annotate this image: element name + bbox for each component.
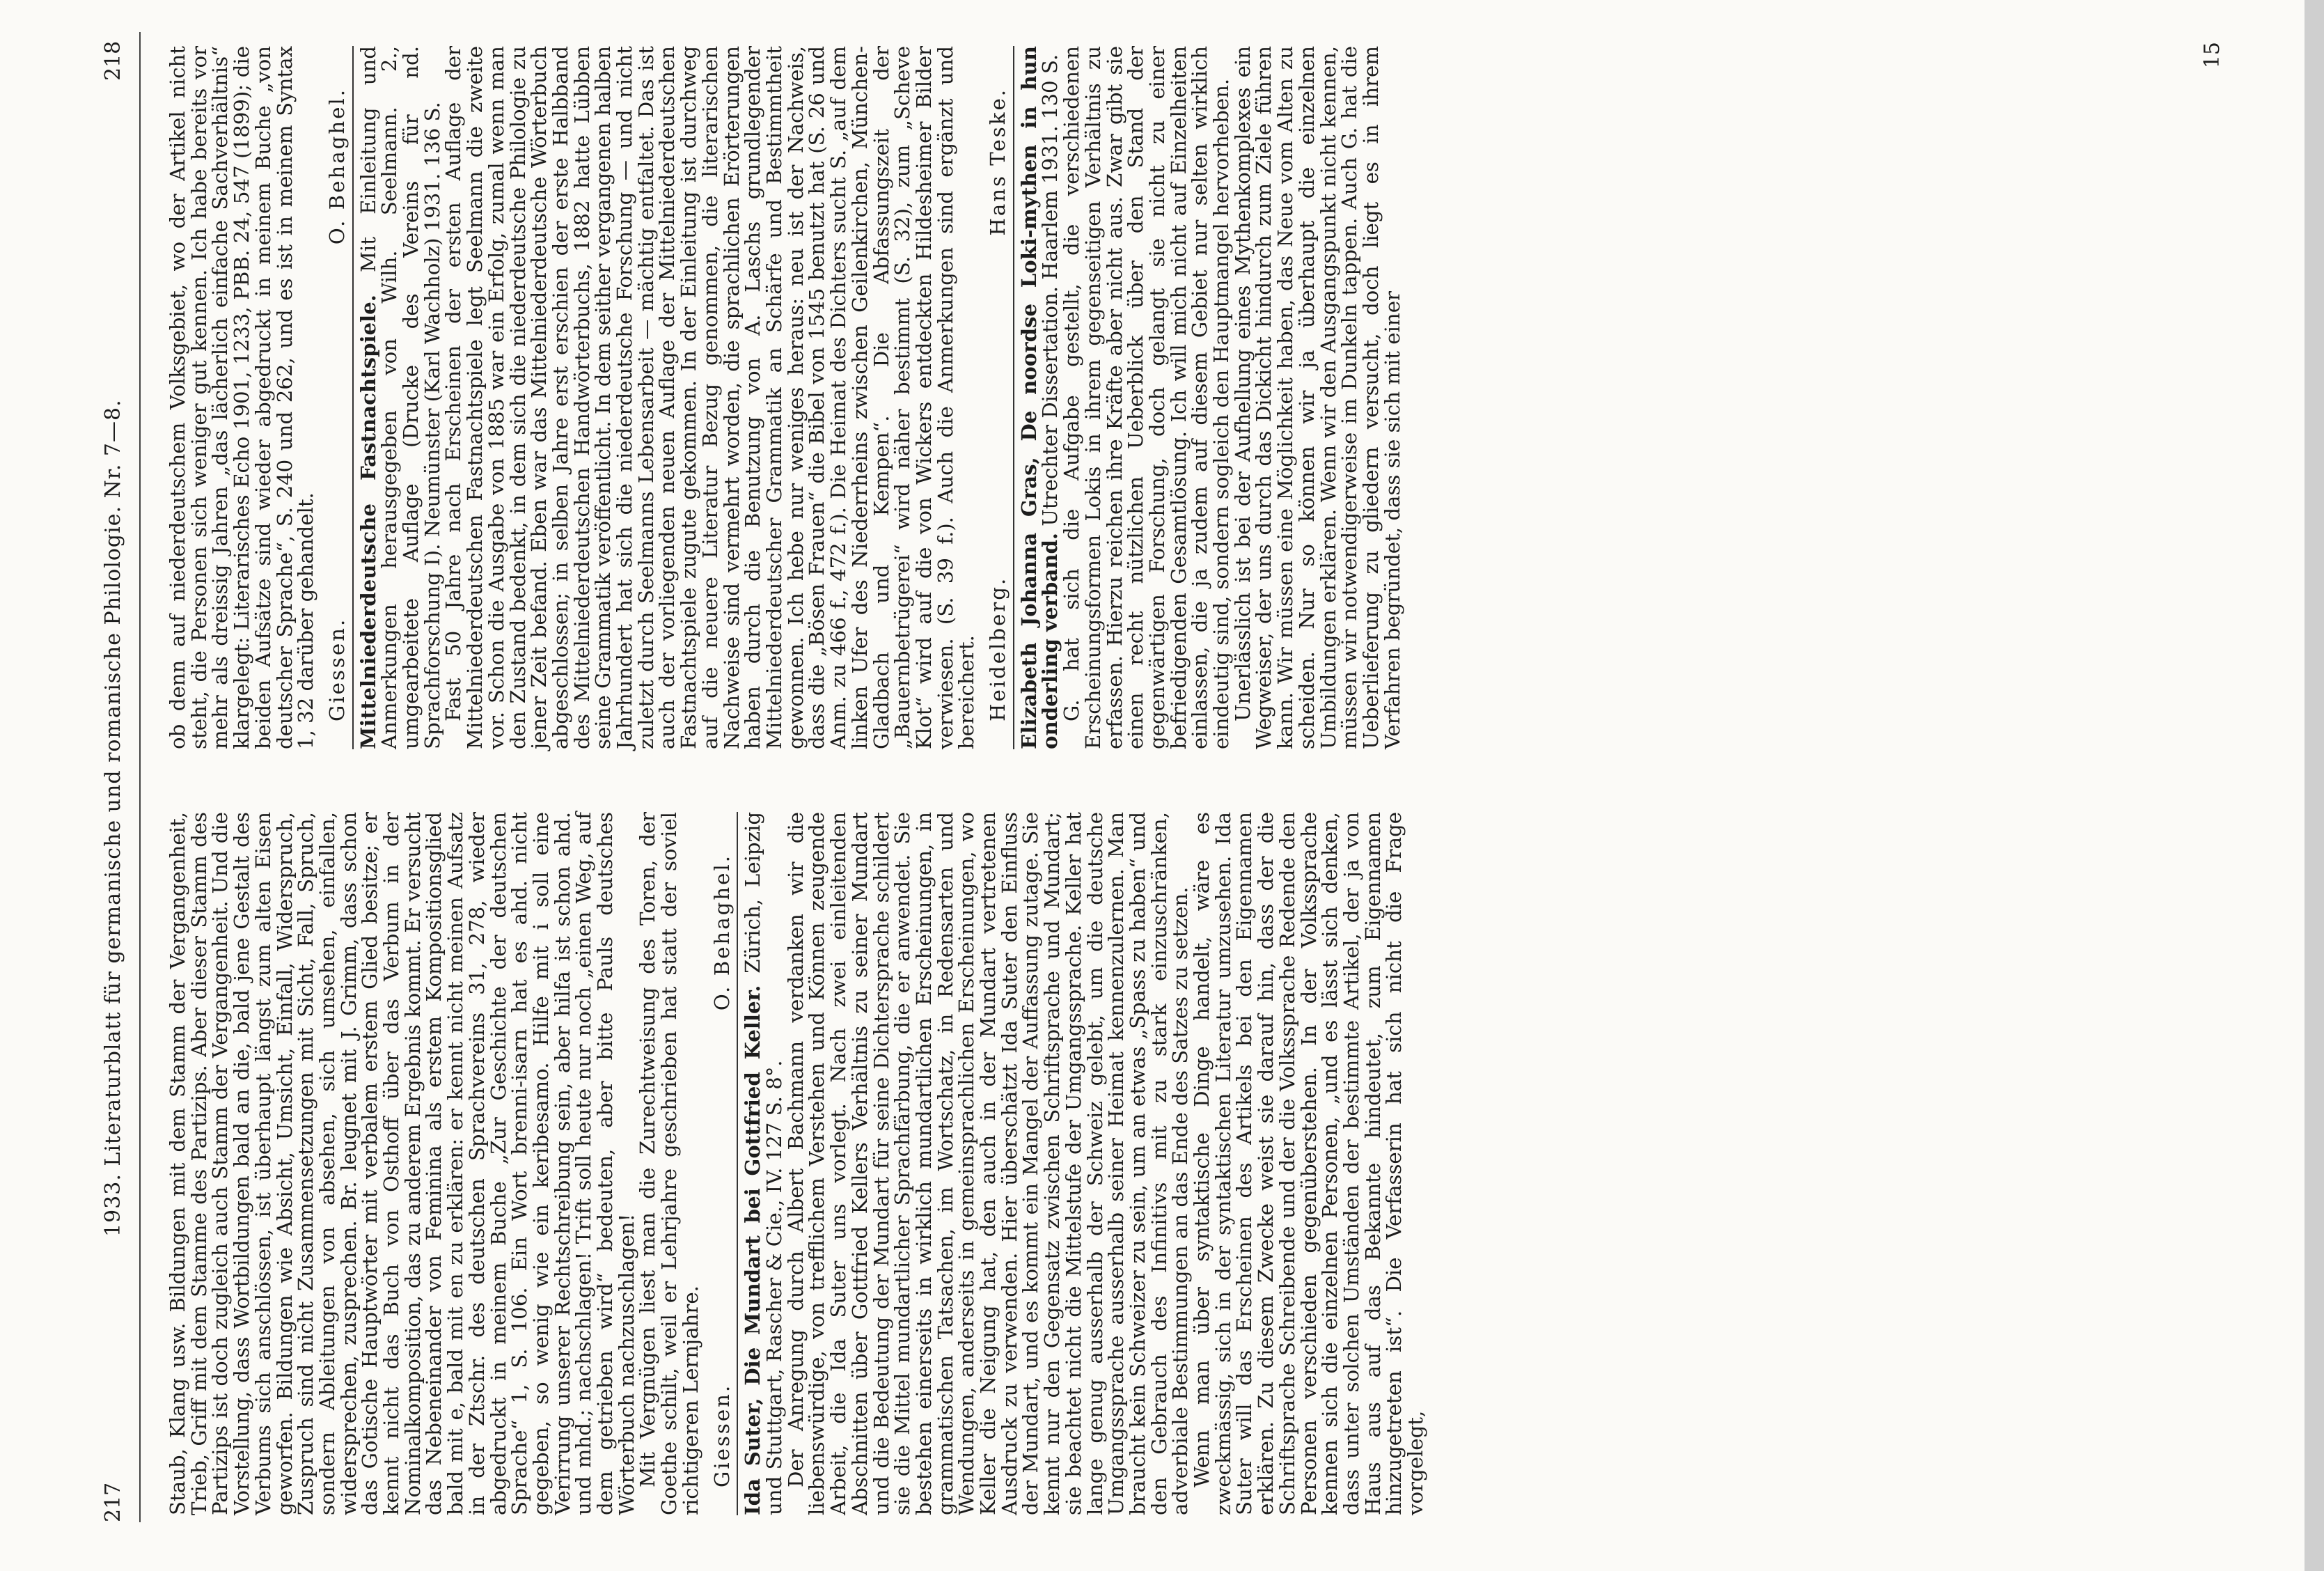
entry-publication: Zürich, Leipzig und Stuttgart, Rascher & Cie., IV. 127 S. 8°. xyxy=(741,812,786,1515)
signature-place: Giessen. xyxy=(324,617,349,721)
column-left xyxy=(167,812,1427,1515)
running-header xyxy=(101,0,129,1571)
paragraph: Fast 50 Jahre nach Erscheinen der ersten Auflage der Mittelniederdeutschen Fastnachtspiele legt Seelmann die zweite vor. Schon die Ausgabe von 1885 war ein Erfolg, zumal wenn man den Zustand bedenkt, in dem sich die niederdeutsche Philologie zu jener Zeit befand. Eben war das Mittelniederdeutsche Wörterbuch abgeschlossen; in selben Jahre erst erschien der erste Halbband des Mittelniederdeutschen Handwörterbuchs, 1882 hatte Lübben seine Grammatik veröffentlicht. In dem seither vergangenen halben Jahrhundert hat sich die niederdeutsche Forschung — und nicht zuletzt durch Seelmanns Lebensarbeit — mächtig entfaltet. Das ist auch der vorliegenden neuen Auflage der Mittelniederdeutschen Fastnachtspiele zugute gekommen. In der Einleitung ist durchweg auf die neuere Literatur Bezug genommen, die literarischen Nachweise sind vermehrt worden, die sprachlichen Erörterungen haben durch die Benutzung von A. Laschs grundlegender Mittelniederdeutscher Grammatik an Schärfe und Bestimmtheit gewonnen. Ich hebe nur weniges heraus: neu ist der Nachweis, dass die „Bösen Frauen“ die Bibel von 1545 benutzt hat (S. 26 und Anm. zu 466 f., 472 f.). Die Heimat des Dichters sucht S. „auf dem linken Ufer des Niederrheins zwischen Geilenkirchen, München-Gladbach und Kempen“. Die Abfassungszeit der „Bauernbetrügerei“ wird näher bestimmt (S. 32), zum „Scheve Klot“ wird auf die von Wickers entdeckten Hildesheimer Bilder verwiesen. (S. 39 f.). Auch die Anmerkungen sind ergänzt und bereichert. xyxy=(441,46,979,749)
entry-separator xyxy=(352,46,354,749)
entry-publication: Utrechter Dissertation. Haarlem 1931. 130 S. xyxy=(1038,54,1062,526)
review-entry-heading xyxy=(742,812,785,1515)
entry-title: Mittelniederdeutsche Fastnachtspiele. xyxy=(356,295,380,749)
signature-block xyxy=(324,46,349,749)
entry-title: Elizabeth Johanna Gras, De noordse Loki-mythen in hun onderling verband. xyxy=(1016,46,1062,749)
page-number-right: 218 xyxy=(101,40,125,81)
review-entry-heading xyxy=(1016,46,1062,749)
signature-block xyxy=(987,46,1009,749)
paragraph: Wenn man über syntaktische Dinge handelt, wäre es zweckmässig, sich in der syntaktischen Literatur umzusehen. Ida Suter will das Erscheinen des Artikels bei den Eigennamen erklären. Zu diesem Zwecke weist sie darauf hin, dass der die Schriftsprache Schreibende und der die Volkssprache Redende den Personen verschieden gegenüberstehen. In der Volkssprache kennen sich die einzelnen Personen, „und es lässt sich denken, dass unter solchen Umständen der bestimmte Artikel, der ja von Haus aus auf das Bekannte hindeutet, zum Eigennamen hinzugetreten ist“. Die Verfasserin hat sich nicht die Frage vorgelegt, xyxy=(1190,812,1428,1515)
signature-name: O. Behaghel. xyxy=(324,88,349,245)
entry-separator xyxy=(737,812,738,1515)
paragraph: Staub, Klang usw. Bildungen mit dem Stamm der Vergangenheit, Trieb, Griff mit dem Stamme des Partizips. Aber dieser Stamm des Partizips ist doch zugleich auch Stamm der Vergangenheit. Und die Vorstellung, dass Wortbildungen bald an die, bald jene Gestalt des Verbums sich anschlössen, ist überhaupt längst zum alten Eisen geworfen. Bildungen wie Absicht, Umsicht, Einfall, Widerspruch, Zuspruch sind nicht Zusammensetzungen mit Sicht, Fall, Spruch, sondern Ableitungen von absehen, sich umsehen, einfallen, widersprechen, zusprechen. Br. leugnet mit J. Grimm, dass schon das Gotische Hauptwörter mit verbalem erstem Glied besitze; er kennt nicht das Buch von Osthoff über das Verbum in der Nominalkomposition, das zu anderem Ergebnis kommt. Er versucht das Nebeneinander von Feminina als erstem Kompositionsglied bald mit e, bald mit en zu erklären: er kennt nicht meinen Aufsatz in der Ztschr. des deutschen Sprachvereins 31, 278, wieder abgedruckt in meinem Buche „Zur Geschichte der deutschen Sprache“ 1, S. 106. Ein Wort brenni-isarn hat es ahd. nicht gegeben, so wenig wie ein keribesamo. Hilfe mit i soll eine Verirrung unserer Rechtschreibung sein, aber hilfa ist schon ahd. und mhd.; nachschlagen! Trift soll heute nur noch „einen Weg, auf dem getrieben wird“ bedeuten, aber bitte Pauls deutsches Wörterbuch nachzuschlagen! xyxy=(166,812,638,1515)
review-entry-heading xyxy=(358,46,443,749)
entry-separator xyxy=(1013,46,1014,749)
signature-block xyxy=(709,812,734,1515)
entry-publication: Mit Einleitung und Anmerkungen herausgegeben von Wilh. Seelmann. 2., umgearbeitete Auflage (Drucke des Vereins für nd. Sprachforschung I). Neumünster (Karl Wachholz) 1931. 136 S. xyxy=(356,46,444,749)
column-right xyxy=(167,46,1403,749)
signature-name: O. Behaghel. xyxy=(709,854,734,1011)
sheet-number: 15 xyxy=(2200,42,2224,69)
paragraph: Der Anregung durch Albert Bachmann verdanken wir die liebenswürdige, von trefflichem Verstehen und Können zeugende Arbeit, die Ida Suter uns vorlegt. Nach zwei einleitenden Abschnitten über Gottfried Kellers Verhältnis zu seiner Mundart und die Bedeutung der Mundart für seine Dichtersprache schildert sie die Mittel mundartlicher Sprachfärbung, die er anwendet. Sie bestehen einerseits in wirklich mundartlichen Erscheinungen, in grammatischen Tatsachen, im Wortschatz, in Redensarten und Wendungen, anderseits in gemeinsprachlichen Erscheinungen, wo Keller die Neigung hat, den auch in der Mundart vertretenen Ausdruck zu verwenden. Hier überschätzt Ida Suter den Einfluss der Mundart, und es kommt ein Mangel der Auffassung zutage. Sie kennt nur den Gegensatz zwischen Schriftsprache und Mundart; sie beachtet nicht die Mittelstufe der Umgangssprache. Keller hat lange genug ausserhalb der Schweiz gelebt, um die deutsche Umgangssprache ausserhalb seiner Heimat kennenzulernen. Man braucht kein Schweizer zu sein, um an etwas „Spass zu haben“ und den Gebrauch des Infinitivs mit zu stark einzuschränken, adverbiale Bestimmungen an das Ende des Satzes zu setzen. xyxy=(783,812,1193,1515)
signature-place: Giessen. xyxy=(709,1383,734,1487)
signature-name: Hans Teske. xyxy=(986,88,1010,236)
scan-gutter xyxy=(2305,0,2324,1571)
paragraph: Unerlässlich ist bei der Aufhellung eines Mythenkomplexes ein Wegweiser, der uns durch das Dickicht hindurch zum Ziele führen kann. Wir müssen eine Möglichkeit haben, das Neue vom Alten zu scheiden. Nur so können wir ja überhaupt die einzelnen Umbildungen erklären. Wenn wir den Ausgangspunkt nicht kennen, müssen wir notwendigerweise im Dunkeln tappen. Auch G. hat die Ueberlieferung zu gliedern versucht, doch liegt es in ihrem Verfahren begründet, dass sie sich mit einer xyxy=(1230,46,1404,749)
page-footer xyxy=(2200,0,2224,1571)
paragraph: Mit Vergnügen liest man die Zurechtweisung des Toren, der Goethe schilt, weil er Lehrjahre geschrieben hat statt der soviel richtigeren Lernjahre. xyxy=(636,812,702,1515)
signature-place: Heidelberg. xyxy=(986,576,1010,721)
page-number-left: 217 xyxy=(101,1482,125,1522)
running-title: 1933. Literaturblatt für germanische und romanische Philologie. Nr. 7—8. xyxy=(101,399,125,1237)
entry-title: Ida Suter, Die Mundart bei Gottfried Keller. xyxy=(741,985,765,1515)
header-rule xyxy=(139,32,141,1522)
paragraph: ob denn auf niederdeutschem Volksgebiet, wo der Artikel nicht steht, die Personen sich weniger gut kennen. Ich habe bereits vor mehr als dreissig Jahren „das lächerlich einfache Sachverhältnis“ klargelegt: Literarisches Echo 1901, 1233, PBB. 24, 547 (1899); die beiden Aufsätze sind wieder abgedruckt in meinem Buche „von deutscher Sprache“, S. 240 und 262, und es ist in meinem Syntax 1, 32 darüber gehandelt. xyxy=(166,46,318,749)
paragraph: G. hat sich die Aufgabe gestellt, die verschiedenen Erscheinungsformen Lokis in ihrem gegenseitigen Verhältnis zu erfassen. Hierzu reichen ihre Kräfte aber nicht aus. Zwar gibt sie einen recht nützlichen Ueberblick über den Stand der gegenwärtigen Forschung, doch gelangt sie nicht zu einer befriedigenden Gesamtlösung. Ich will mich nicht auf Einzelheiten einlassen, die ja zudem auf diesem Gebiet nur selten wirklich eindeutig sind, sondern sogleich den Hauptmangel hervorheben. xyxy=(1060,46,1234,749)
